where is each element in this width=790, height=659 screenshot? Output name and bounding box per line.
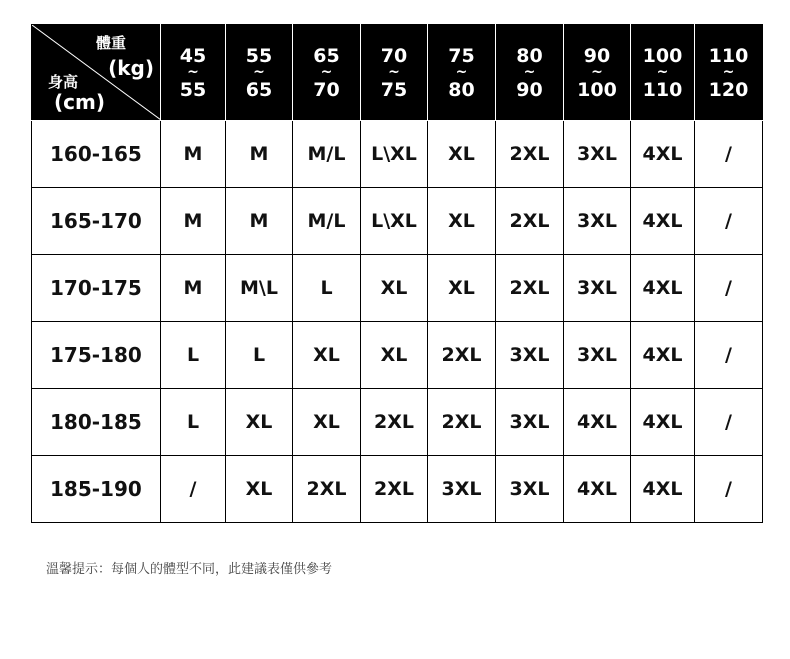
weight-range-from: 110	[708, 44, 749, 67]
tilde-separator: ~	[253, 63, 265, 80]
tilde-separator: ~	[722, 63, 735, 80]
weight-range-from: 80	[516, 44, 543, 67]
size-cell: /	[695, 322, 763, 389]
size-cell: 4XL	[631, 322, 695, 389]
size-cell: 3XL	[496, 389, 564, 456]
size-chart-table	[31, 24, 763, 523]
size-cell: /	[695, 121, 763, 188]
size-cell: 2XL	[496, 121, 564, 188]
weight-label: 體重	[95, 34, 126, 52]
tilde-separator: ~	[523, 63, 536, 80]
size-cell: /	[695, 389, 763, 456]
size-cell: 3XL	[496, 322, 564, 389]
size-cell: 3XL	[564, 121, 631, 188]
tilde-separator: ~	[320, 63, 333, 80]
size-cell: M	[161, 121, 226, 188]
size-cell: XL	[361, 322, 428, 389]
tilde-separator: ~	[187, 63, 199, 80]
weight-range-to: 55	[179, 78, 207, 101]
tilde-separator: ~	[455, 63, 468, 80]
size-cell: 2XL	[361, 389, 428, 456]
height-range-cell: 180-185	[32, 389, 161, 456]
weight-unit: (kg)	[108, 56, 154, 80]
weight-range-to: 65	[245, 78, 273, 101]
tilde-separator: ~	[591, 63, 603, 80]
size-cell: 2XL	[496, 255, 564, 322]
size-cell: XL	[428, 121, 496, 188]
size-cell: L	[293, 255, 361, 322]
size-cell: XL	[428, 255, 496, 322]
weight-range-to: 80	[448, 78, 475, 101]
weight-range-to: 110	[642, 78, 683, 101]
weight-range-from: 65	[313, 44, 340, 67]
size-cell: M/L	[293, 121, 361, 188]
table-row	[32, 121, 763, 188]
weight-range-to: 70	[313, 78, 340, 101]
size-cell: 4XL	[631, 389, 695, 456]
size-cell: XL	[226, 456, 293, 523]
weight-range-to: 120	[708, 78, 749, 101]
size-cell: XL	[293, 389, 361, 456]
weight-range-from: 90	[583, 44, 611, 67]
tilde-separator: ~	[656, 63, 669, 80]
weight-range-to: 100	[577, 78, 617, 101]
weight-range-header	[496, 25, 564, 121]
size-cell: 3XL	[564, 188, 631, 255]
size-cell: 2XL	[496, 188, 564, 255]
size-cell: M/L	[293, 188, 361, 255]
size-cell: 4XL	[631, 121, 695, 188]
size-cell: 4XL	[564, 389, 631, 456]
weight-range-from: 75	[448, 44, 475, 67]
size-cell: L	[161, 322, 226, 389]
weight-range-from: 55	[245, 44, 273, 67]
table-row	[32, 322, 763, 389]
size-cell: M\L	[226, 255, 293, 322]
size-cell: 3XL	[428, 456, 496, 523]
size-cell: /	[695, 188, 763, 255]
size-cell: 3XL	[564, 322, 631, 389]
height-range-cell: 185-190	[32, 456, 161, 523]
weight-range-header	[161, 25, 226, 121]
table-row	[32, 389, 763, 456]
weight-range-header	[428, 25, 496, 121]
weight-range-to: 75	[380, 78, 408, 101]
table-row	[32, 188, 763, 255]
size-cell: 2XL	[361, 456, 428, 523]
height-range-cell: 175-180	[32, 322, 161, 389]
weight-range-header	[226, 25, 293, 121]
size-cell: 2XL	[428, 389, 496, 456]
size-cell: 4XL	[631, 456, 695, 523]
size-cell: XL	[293, 322, 361, 389]
weight-range-from: 70	[380, 44, 408, 67]
size-cell: M	[161, 255, 226, 322]
height-range-cell: 160-165	[32, 121, 161, 188]
table-row	[32, 456, 763, 523]
size-cell: L\XL	[361, 121, 428, 188]
table-row	[32, 255, 763, 322]
weight-range-header	[631, 25, 695, 121]
size-cell: 4XL	[631, 255, 695, 322]
height-range-cell: 170-175	[32, 255, 161, 322]
weight-range-header	[293, 25, 361, 121]
size-cell: L	[226, 322, 293, 389]
size-cell: /	[695, 456, 763, 523]
weight-range-header	[695, 25, 763, 121]
size-cell: /	[161, 456, 226, 523]
size-cell: L	[161, 389, 226, 456]
height-unit: (cm)	[54, 90, 105, 114]
height-range-cell: 165-170	[32, 188, 161, 255]
size-cell: XL	[226, 389, 293, 456]
size-cell: L\XL	[361, 188, 428, 255]
size-cell: 3XL	[564, 255, 631, 322]
header-row	[32, 25, 763, 121]
weight-range-from: 45	[179, 44, 207, 67]
size-cell: 2XL	[428, 322, 496, 389]
weight-range-from: 100	[642, 44, 683, 67]
weight-range-header	[564, 25, 631, 121]
size-cell: M	[226, 121, 293, 188]
disclaimer-note: 溫馨提示：每個人的體型不同，此建議表僅供參考	[46, 562, 333, 577]
size-cell: XL	[428, 188, 496, 255]
size-cell: 4XL	[631, 188, 695, 255]
size-cell: 4XL	[564, 456, 631, 523]
table-body	[32, 121, 763, 523]
weight-range-header	[361, 25, 428, 121]
size-cell: /	[695, 255, 763, 322]
size-cell: 3XL	[496, 456, 564, 523]
tilde-separator: ~	[388, 63, 400, 80]
size-cell: M	[161, 188, 226, 255]
size-cell: M	[226, 188, 293, 255]
weight-range-to: 90	[516, 78, 543, 101]
height-label: 身高	[48, 73, 79, 91]
size-cell: XL	[361, 255, 428, 322]
size-cell: 2XL	[293, 456, 361, 523]
corner-header	[32, 25, 161, 121]
